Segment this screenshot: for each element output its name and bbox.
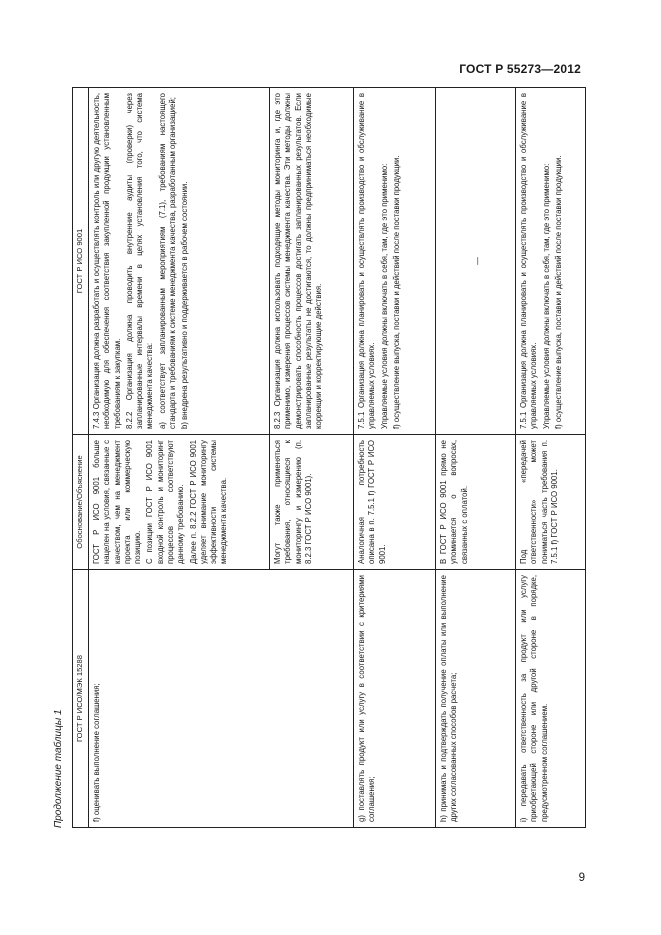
cell-text: 8.2.3 Организация должна использовать подходящие методы мониторинга и, где это применимо, измерения процессов системы менеджмента качества. Эти методы должны демонстрировать способность процессов достигать запланированных результатов. Если запланированные результаты не достигаются, то должны предприниматься необходимые коррекции и корректирующие действия. (273, 93, 324, 429)
cell-text: Управляемые условия должны включать в себя, там, где это применимо: (379, 163, 389, 429)
column-header: ГОСТ Р ИСО/МЭК 15288 (73, 570, 89, 828)
page-number: 9 (578, 872, 585, 884)
table-continuation-caption: Продолжение таблицы 1 (53, 709, 64, 828)
rotated-table-area (50, 88, 570, 828)
cell-text: Управляемые условия должны включать в себя, там, где это применимо: (541, 163, 551, 429)
comparison-table (72, 87, 586, 828)
table-cell (89, 435, 270, 570)
table-cell (89, 88, 270, 435)
table-cell (516, 88, 586, 435)
table-cell (270, 88, 354, 435)
table-row (354, 88, 436, 828)
cell-text: i) передавать ответственность за продукт или услугу приобретающей стороне или другой стороне в порядке, предусмотренном соглашением. (519, 575, 549, 822)
table-row (436, 88, 516, 828)
table-cell (436, 570, 516, 828)
table-cell (436, 435, 516, 570)
cell-text: f) оценивать выполнение соглашения; (92, 683, 101, 822)
cell-text: С позиции ГОСТ Р ИСО 9001 входной контроль и мониторинг процессов соответствуют данному требованию. (145, 440, 186, 564)
table-cell (270, 435, 354, 570)
cell-text: 7.4.3 Организация должна разработать и осуществлять контроль или другую деятельность, необходимую для обеспечения соответствия закупленной продукции установленным требованиям к закупкам. (92, 93, 122, 429)
cell-text: 7.5.1 Организация должна планировать и осуществлять производство и обслуживание в управляемых условиях. (519, 93, 539, 429)
table-cell (89, 570, 354, 828)
cell-text: g) поставлять продукт или услугу в соответствии с критериями соглашения; (357, 575, 377, 822)
table-cell (436, 88, 516, 435)
column-header: Обоснование/Объяснение (73, 435, 89, 570)
cell-text: f) осуществление выпуска, поставки и действий после поставки продукции. (553, 155, 563, 429)
cell-text: а) соответствует запланированным мероприятиям (7.1), требованиям настоящего стандарта и требованиям к системе менеджмента качества, разработанным организацией; (157, 93, 177, 429)
table-cell (354, 88, 436, 435)
table-cell (516, 435, 586, 570)
cell-text: ГОСТ Р ИСО 9001 больше нацелен на условия, связанные с качеством, чем на менеджмент проекта или коммерческую позицию. (92, 440, 143, 564)
cell-text: 7.5.1 Организация должна планировать и осуществлять производство и обслуживание в управляемых условиях. (357, 93, 377, 429)
table-row (516, 88, 586, 828)
cell-text: Под «передачей ответственности» может пониматься часть требования п. 7.5.1 f) ГОСТ Р ИСО 9001. (519, 440, 559, 564)
table-header-row (73, 88, 89, 828)
cell-text: 8.2.2 Организация должна проводить внутренние аудиты (проверки) через запланированные интервалы времени в целях установления того, что система менеджмента качества: (124, 93, 155, 429)
cell-text: Аналогичная потребность описана в п. 7.5.1 f) ГОСТ Р ИСО 9001. (357, 440, 387, 564)
cell-text: b) внедрена результативно и поддерживается в рабочем состоянии. (180, 181, 190, 429)
cell-text: В ГОСТ Р ИСО 9001 прямо не упоминается о вопросах, связанных с оплатой. (439, 440, 469, 564)
table-cell (354, 435, 436, 570)
table-cell (516, 570, 586, 828)
document-code: ГОСТ Р 55273—2012 (459, 62, 581, 76)
table-row (89, 88, 270, 828)
table-cell (354, 570, 436, 828)
column-header: ГОСТ Р ИСО 9001 (73, 88, 89, 435)
empty-dash: — (473, 257, 482, 265)
cell-text: Далее п. 8.2.2 ГОСТ Р ИСО 9001 уделяет внимание мониторингу эффективности системы менеджмента качества. (188, 440, 229, 564)
cell-text: f) осуществление выпуска, поставки и действий после поставки продукции. (391, 155, 401, 429)
cell-text: h) принимать и подтверждать получение оплаты или выполнение других согласованных способов расчета; (439, 575, 459, 822)
cell-text: Могут также применяться требования, относящиеся к мониторингу и измерению (п. 8.2.3 ГОСТ Р ИСО 9001). (273, 440, 313, 564)
